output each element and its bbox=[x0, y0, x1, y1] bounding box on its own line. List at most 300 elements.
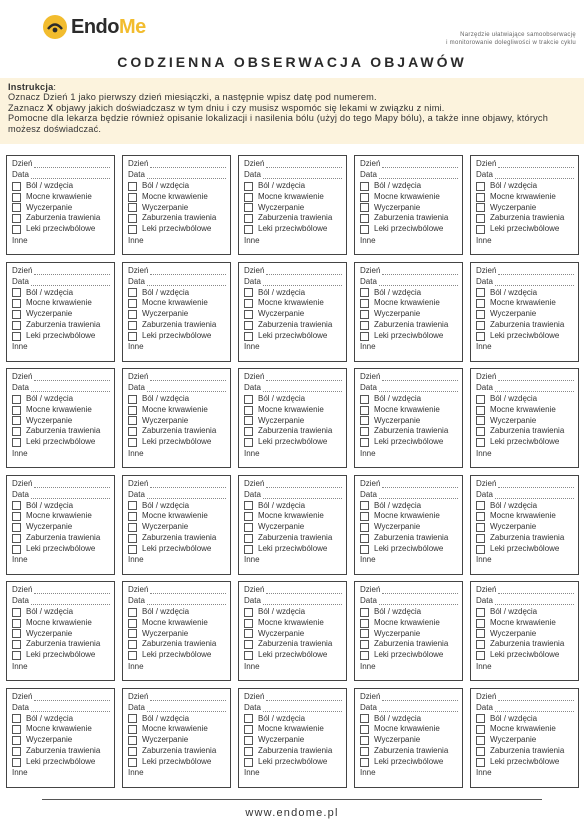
symptom-checkbox[interactable] bbox=[244, 619, 253, 628]
symptom-checkbox[interactable] bbox=[360, 714, 369, 723]
symptom-checkbox[interactable] bbox=[476, 182, 485, 191]
date-field[interactable] bbox=[263, 277, 342, 286]
other-field[interactable] bbox=[30, 556, 110, 564]
other-field[interactable] bbox=[262, 450, 342, 458]
symptom-checkbox[interactable] bbox=[476, 321, 485, 330]
day-label: Dzień bbox=[128, 691, 149, 701]
symptom-label: Mocne krwawienie bbox=[26, 724, 92, 734]
symptom-checkbox[interactable] bbox=[128, 299, 137, 308]
date-field[interactable] bbox=[263, 703, 342, 712]
symptom-checkbox[interactable] bbox=[128, 203, 137, 212]
other-field[interactable] bbox=[146, 556, 226, 564]
symptom-checkbox[interactable] bbox=[244, 214, 253, 223]
other-field[interactable] bbox=[262, 769, 342, 777]
symptom-checkbox[interactable] bbox=[128, 619, 137, 628]
symptom-checkbox[interactable] bbox=[128, 725, 137, 734]
day-row bbox=[476, 585, 574, 596]
symptom-checkbox[interactable] bbox=[360, 406, 369, 415]
day-field[interactable] bbox=[150, 479, 226, 488]
symptom-row bbox=[244, 181, 342, 192]
symptom-checkbox[interactable] bbox=[12, 512, 21, 521]
symptom-checkbox[interactable] bbox=[360, 619, 369, 628]
symptom-checkbox[interactable] bbox=[360, 534, 369, 543]
symptom-checkbox[interactable] bbox=[244, 406, 253, 415]
symptom-checkbox[interactable] bbox=[12, 203, 21, 212]
symptom-checkbox[interactable] bbox=[476, 608, 485, 617]
day-field[interactable] bbox=[266, 479, 342, 488]
symptom-checkbox[interactable] bbox=[476, 427, 485, 436]
symptom-checkbox[interactable] bbox=[128, 523, 137, 532]
symptom-checkbox[interactable] bbox=[12, 747, 21, 756]
symptom-checkbox[interactable] bbox=[360, 725, 369, 734]
day-field[interactable] bbox=[266, 585, 342, 594]
day-field[interactable] bbox=[382, 479, 458, 488]
other-field[interactable] bbox=[146, 343, 226, 351]
other-field[interactable] bbox=[262, 343, 342, 351]
day-field[interactable] bbox=[150, 372, 226, 381]
symptom-checkbox[interactable] bbox=[244, 395, 253, 404]
other-field[interactable] bbox=[30, 237, 110, 245]
symptom-checkbox[interactable] bbox=[12, 523, 21, 532]
symptom-checkbox[interactable] bbox=[360, 608, 369, 617]
other-field[interactable] bbox=[494, 556, 574, 564]
symptom-checkbox[interactable] bbox=[244, 714, 253, 723]
symptom-checkbox[interactable] bbox=[128, 512, 137, 521]
day-card bbox=[6, 368, 115, 468]
symptom-checkbox[interactable] bbox=[12, 416, 21, 425]
symptom-row bbox=[476, 192, 574, 203]
date-field[interactable] bbox=[379, 277, 458, 286]
symptom-checkbox[interactable] bbox=[128, 406, 137, 415]
day-field[interactable] bbox=[382, 372, 458, 381]
day-field[interactable] bbox=[150, 692, 226, 701]
symptom-checkbox[interactable] bbox=[12, 725, 21, 734]
symptom-checkbox[interactable] bbox=[244, 545, 253, 554]
symptom-checkbox[interactable] bbox=[128, 545, 137, 554]
symptom-label: Wyczerpanie bbox=[142, 309, 189, 319]
symptom-checkbox[interactable] bbox=[12, 214, 21, 223]
day-field[interactable] bbox=[266, 692, 342, 701]
symptom-checkbox[interactable] bbox=[244, 512, 253, 521]
date-label: Data bbox=[12, 489, 29, 499]
date-field[interactable] bbox=[495, 277, 574, 286]
day-row bbox=[128, 692, 226, 703]
other-field[interactable] bbox=[146, 450, 226, 458]
symptom-checkbox[interactable] bbox=[12, 332, 21, 341]
date-field[interactable] bbox=[263, 490, 342, 499]
date-field[interactable] bbox=[495, 383, 574, 392]
day-field[interactable] bbox=[34, 692, 110, 701]
symptom-checkbox[interactable] bbox=[360, 501, 369, 510]
symptom-checkbox[interactable] bbox=[476, 640, 485, 649]
symptom-checkbox[interactable] bbox=[244, 182, 253, 191]
date-field[interactable] bbox=[147, 703, 226, 712]
symptom-row bbox=[12, 309, 110, 320]
symptom-checkbox[interactable] bbox=[12, 288, 21, 297]
other-field[interactable] bbox=[146, 769, 226, 777]
day-field[interactable] bbox=[150, 585, 226, 594]
symptom-checkbox[interactable] bbox=[360, 416, 369, 425]
date-field[interactable] bbox=[147, 277, 226, 286]
symptom-checkbox[interactable] bbox=[476, 512, 485, 521]
symptom-checkbox[interactable] bbox=[476, 629, 485, 638]
other-field[interactable] bbox=[378, 343, 458, 351]
symptom-checkbox[interactable] bbox=[244, 608, 253, 617]
symptom-checkbox[interactable] bbox=[128, 321, 137, 330]
symptom-checkbox[interactable] bbox=[360, 299, 369, 308]
symptom-checkbox[interactable] bbox=[128, 629, 137, 638]
date-field[interactable] bbox=[31, 490, 110, 499]
symptom-label: Wyczerpanie bbox=[26, 309, 73, 319]
day-field[interactable] bbox=[150, 159, 226, 168]
symptom-checkbox[interactable] bbox=[12, 640, 21, 649]
symptom-checkbox[interactable] bbox=[12, 501, 21, 510]
symptom-checkbox[interactable] bbox=[476, 299, 485, 308]
day-field[interactable] bbox=[266, 372, 342, 381]
date-field[interactable] bbox=[31, 703, 110, 712]
symptom-checkbox[interactable] bbox=[244, 758, 253, 767]
day-field[interactable] bbox=[382, 266, 458, 275]
symptom-checkbox[interactable] bbox=[244, 534, 253, 543]
day-label: Dzień bbox=[12, 159, 33, 169]
symptom-checkbox[interactable] bbox=[360, 214, 369, 223]
symptom-checkbox[interactable] bbox=[244, 629, 253, 638]
symptom-checkbox[interactable] bbox=[360, 427, 369, 436]
symptom-row bbox=[128, 639, 226, 650]
symptom-label: Leki przeciwbólowe bbox=[142, 330, 212, 340]
symptom-checkbox[interactable] bbox=[244, 203, 253, 212]
symptom-checkbox[interactable] bbox=[244, 736, 253, 745]
symptom-label: Mocne krwawienie bbox=[258, 511, 324, 521]
day-field[interactable] bbox=[498, 692, 574, 701]
symptom-checkbox[interactable] bbox=[360, 225, 369, 234]
symptom-row bbox=[244, 650, 342, 661]
symptom-label: Wyczerpanie bbox=[142, 415, 189, 425]
symptom-checkbox[interactable] bbox=[244, 725, 253, 734]
symptom-checkbox[interactable] bbox=[244, 501, 253, 510]
symptom-checkbox[interactable] bbox=[128, 427, 137, 436]
symptom-row bbox=[244, 309, 342, 320]
symptom-label: Zaburzenia trawienia bbox=[26, 745, 101, 755]
symptom-checkbox[interactable] bbox=[12, 438, 21, 447]
day-field[interactable] bbox=[266, 266, 342, 275]
day-label: Dzień bbox=[476, 372, 497, 382]
symptom-checkbox[interactable] bbox=[12, 651, 21, 660]
symptom-checkbox[interactable] bbox=[476, 651, 485, 660]
symptom-checkbox[interactable] bbox=[476, 736, 485, 745]
symptom-label: Leki przeciwbólowe bbox=[490, 650, 560, 660]
other-field[interactable] bbox=[378, 663, 458, 671]
day-label: Dzień bbox=[476, 478, 497, 488]
symptom-checkbox[interactable] bbox=[476, 534, 485, 543]
symptom-label: Leki przeciwbólowe bbox=[258, 650, 328, 660]
symptom-checkbox[interactable] bbox=[476, 545, 485, 554]
symptom-checkbox[interactable] bbox=[244, 523, 253, 532]
symptom-checkbox[interactable] bbox=[476, 288, 485, 297]
symptom-checkbox[interactable] bbox=[476, 193, 485, 202]
symptom-checkbox[interactable] bbox=[360, 523, 369, 532]
day-card bbox=[470, 368, 579, 468]
symptom-row bbox=[244, 298, 342, 309]
symptom-label: Ból / wzdęcia bbox=[490, 607, 538, 617]
symptom-row bbox=[128, 714, 226, 725]
symptom-checkbox[interactable] bbox=[476, 395, 485, 404]
other-field[interactable] bbox=[378, 556, 458, 564]
other-label: Inne bbox=[12, 342, 28, 352]
symptom-checkbox[interactable] bbox=[128, 182, 137, 191]
other-label: Inne bbox=[128, 235, 144, 245]
symptom-label: Ból / wzdęcia bbox=[258, 713, 306, 723]
day-field[interactable] bbox=[34, 585, 110, 594]
day-field[interactable] bbox=[382, 585, 458, 594]
date-field[interactable] bbox=[263, 170, 342, 179]
symptom-label: Zaburzenia trawienia bbox=[26, 639, 101, 649]
symptom-checkbox[interactable] bbox=[360, 736, 369, 745]
other-label: Inne bbox=[12, 661, 28, 671]
date-field[interactable] bbox=[147, 596, 226, 605]
symptom-checkbox[interactable] bbox=[360, 640, 369, 649]
day-field[interactable] bbox=[34, 479, 110, 488]
symptom-row bbox=[12, 405, 110, 416]
symptom-checkbox[interactable] bbox=[244, 225, 253, 234]
symptom-checkbox[interactable] bbox=[12, 545, 21, 554]
symptom-label: Mocne krwawienie bbox=[142, 191, 208, 201]
symptom-checkbox[interactable] bbox=[360, 629, 369, 638]
date-field[interactable] bbox=[147, 170, 226, 179]
footer-url[interactable]: www.endome.pl bbox=[245, 807, 339, 819]
symptom-label: Wyczerpanie bbox=[490, 628, 537, 638]
symptom-row bbox=[360, 416, 458, 427]
symptom-checkbox[interactable] bbox=[12, 406, 21, 415]
symptom-label: Ból / wzdęcia bbox=[258, 181, 306, 191]
symptom-checkbox[interactable] bbox=[128, 640, 137, 649]
symptom-checkbox[interactable] bbox=[476, 747, 485, 756]
other-field[interactable] bbox=[494, 237, 574, 245]
date-field[interactable] bbox=[31, 170, 110, 179]
date-field[interactable] bbox=[147, 383, 226, 392]
symptom-label: Leki przeciwbólowe bbox=[258, 224, 328, 234]
other-row bbox=[244, 236, 342, 247]
symptom-checkbox[interactable] bbox=[360, 758, 369, 767]
date-field[interactable] bbox=[31, 277, 110, 286]
symptom-checkbox[interactable] bbox=[128, 608, 137, 617]
other-label: Inne bbox=[360, 235, 376, 245]
date-label: Data bbox=[476, 170, 493, 180]
symptom-label: Mocne krwawienie bbox=[26, 617, 92, 627]
symptom-row bbox=[360, 181, 458, 192]
symptom-checkbox[interactable] bbox=[128, 438, 137, 447]
other-field[interactable] bbox=[494, 769, 574, 777]
other-field[interactable] bbox=[262, 556, 342, 564]
day-field[interactable] bbox=[498, 266, 574, 275]
instructions-line2-mark: X bbox=[46, 102, 54, 113]
date-field[interactable] bbox=[379, 383, 458, 392]
date-field[interactable] bbox=[495, 170, 574, 179]
other-field[interactable] bbox=[378, 769, 458, 777]
symptom-checkbox[interactable] bbox=[244, 288, 253, 297]
date-field[interactable] bbox=[379, 170, 458, 179]
day-field[interactable] bbox=[34, 159, 110, 168]
symptom-checkbox[interactable] bbox=[360, 182, 369, 191]
other-field[interactable] bbox=[146, 237, 226, 245]
symptom-checkbox[interactable] bbox=[128, 310, 137, 319]
symptom-checkbox[interactable] bbox=[244, 310, 253, 319]
symptom-checkbox[interactable] bbox=[12, 736, 21, 745]
symptom-checkbox[interactable] bbox=[360, 395, 369, 404]
symptom-checkbox[interactable] bbox=[244, 416, 253, 425]
symptom-row bbox=[476, 757, 574, 768]
symptom-checkbox[interactable] bbox=[360, 332, 369, 341]
other-field[interactable] bbox=[30, 769, 110, 777]
symptom-row bbox=[360, 426, 458, 437]
symptom-checkbox[interactable] bbox=[128, 714, 137, 723]
symptom-checkbox[interactable] bbox=[12, 714, 21, 723]
symptom-label: Ból / wzdęcia bbox=[490, 394, 538, 404]
symptom-checkbox[interactable] bbox=[128, 758, 137, 767]
symptom-checkbox[interactable] bbox=[476, 758, 485, 767]
day-field[interactable] bbox=[34, 266, 110, 275]
other-field[interactable] bbox=[262, 237, 342, 245]
symptom-checkbox[interactable] bbox=[12, 427, 21, 436]
symptom-row bbox=[12, 724, 110, 735]
symptom-label: Zaburzenia trawienia bbox=[142, 745, 217, 755]
date-field[interactable] bbox=[379, 703, 458, 712]
symptom-checkbox[interactable] bbox=[244, 299, 253, 308]
symptom-checkbox[interactable] bbox=[360, 310, 369, 319]
symptom-checkbox[interactable] bbox=[476, 225, 485, 234]
symptom-checkbox[interactable] bbox=[128, 651, 137, 660]
date-field[interactable] bbox=[263, 383, 342, 392]
date-field[interactable] bbox=[379, 490, 458, 499]
day-field[interactable] bbox=[498, 159, 574, 168]
day-field[interactable] bbox=[150, 266, 226, 275]
other-field[interactable] bbox=[146, 663, 226, 671]
date-field[interactable] bbox=[31, 596, 110, 605]
symptom-row bbox=[128, 181, 226, 192]
symptom-checkbox[interactable] bbox=[12, 534, 21, 543]
symptom-checkbox[interactable] bbox=[360, 438, 369, 447]
symptom-checkbox[interactable] bbox=[476, 501, 485, 510]
symptom-checkbox[interactable] bbox=[12, 608, 21, 617]
symptom-checkbox[interactable] bbox=[476, 438, 485, 447]
date-field[interactable] bbox=[379, 596, 458, 605]
symptom-checkbox[interactable] bbox=[476, 725, 485, 734]
symptom-checkbox[interactable] bbox=[476, 310, 485, 319]
symptom-row bbox=[360, 394, 458, 405]
day-field[interactable] bbox=[498, 372, 574, 381]
date-field[interactable] bbox=[495, 490, 574, 499]
date-field[interactable] bbox=[495, 703, 574, 712]
other-field[interactable] bbox=[494, 663, 574, 671]
symptom-checkbox[interactable] bbox=[244, 321, 253, 330]
other-field[interactable] bbox=[378, 450, 458, 458]
day-field[interactable] bbox=[34, 372, 110, 381]
symptom-checkbox[interactable] bbox=[244, 438, 253, 447]
symptom-checkbox[interactable] bbox=[360, 288, 369, 297]
symptom-checkbox[interactable] bbox=[476, 523, 485, 532]
symptom-checkbox[interactable] bbox=[476, 416, 485, 425]
symptom-checkbox[interactable] bbox=[244, 332, 253, 341]
symptom-checkbox[interactable] bbox=[128, 736, 137, 745]
day-field[interactable] bbox=[382, 159, 458, 168]
day-field[interactable] bbox=[498, 585, 574, 594]
date-field[interactable] bbox=[31, 383, 110, 392]
symptom-checkbox[interactable] bbox=[128, 214, 137, 223]
symptom-checkbox[interactable] bbox=[12, 225, 21, 234]
day-field[interactable] bbox=[382, 692, 458, 701]
symptom-checkbox[interactable] bbox=[244, 193, 253, 202]
other-field[interactable] bbox=[30, 450, 110, 458]
symptom-checkbox[interactable] bbox=[12, 321, 21, 330]
symptom-checkbox[interactable] bbox=[128, 332, 137, 341]
symptom-checkbox[interactable] bbox=[128, 225, 137, 234]
symptom-checkbox[interactable] bbox=[244, 640, 253, 649]
symptom-checkbox[interactable] bbox=[12, 619, 21, 628]
symptom-checkbox[interactable] bbox=[12, 758, 21, 767]
date-field[interactable] bbox=[147, 490, 226, 499]
symptom-checkbox[interactable] bbox=[476, 214, 485, 223]
symptom-checkbox[interactable] bbox=[476, 406, 485, 415]
symptom-checkbox[interactable] bbox=[128, 416, 137, 425]
symptom-label: Wyczerpanie bbox=[490, 415, 537, 425]
day-field[interactable] bbox=[266, 159, 342, 168]
symptom-checkbox[interactable] bbox=[128, 534, 137, 543]
symptom-checkbox[interactable] bbox=[360, 651, 369, 660]
symptom-checkbox[interactable] bbox=[12, 182, 21, 191]
symptom-checkbox[interactable] bbox=[12, 299, 21, 308]
symptom-row bbox=[12, 650, 110, 661]
date-field[interactable] bbox=[495, 596, 574, 605]
other-field[interactable] bbox=[378, 237, 458, 245]
symptom-checkbox[interactable] bbox=[128, 501, 137, 510]
symptom-checkbox[interactable] bbox=[244, 747, 253, 756]
symptom-checkbox[interactable] bbox=[360, 193, 369, 202]
symptom-row bbox=[476, 181, 574, 192]
symptom-checkbox[interactable] bbox=[360, 512, 369, 521]
other-field[interactable] bbox=[494, 343, 574, 351]
symptom-checkbox[interactable] bbox=[476, 619, 485, 628]
symptom-checkbox[interactable] bbox=[12, 629, 21, 638]
symptom-checkbox[interactable] bbox=[128, 288, 137, 297]
other-label: Inne bbox=[12, 235, 28, 245]
symptom-checkbox[interactable] bbox=[476, 714, 485, 723]
symptom-label: Zaburzenia trawienia bbox=[490, 639, 565, 649]
symptom-checkbox[interactable] bbox=[476, 332, 485, 341]
other-field[interactable] bbox=[262, 663, 342, 671]
symptom-checkbox[interactable] bbox=[360, 321, 369, 330]
other-field[interactable] bbox=[30, 663, 110, 671]
symptom-checkbox[interactable] bbox=[360, 545, 369, 554]
date-row bbox=[360, 703, 458, 714]
symptom-checkbox[interactable] bbox=[476, 203, 485, 212]
day-card bbox=[238, 262, 347, 362]
day-field[interactable] bbox=[498, 479, 574, 488]
symptom-checkbox[interactable] bbox=[128, 747, 137, 756]
symptom-checkbox[interactable] bbox=[12, 310, 21, 319]
symptom-checkbox[interactable] bbox=[244, 427, 253, 436]
symptom-checkbox[interactable] bbox=[360, 203, 369, 212]
symptom-checkbox[interactable] bbox=[12, 193, 21, 202]
other-field[interactable] bbox=[30, 343, 110, 351]
symptom-checkbox[interactable] bbox=[128, 193, 137, 202]
symptom-checkbox[interactable] bbox=[12, 395, 21, 404]
date-field[interactable] bbox=[263, 596, 342, 605]
date-row bbox=[476, 277, 574, 288]
symptom-checkbox[interactable] bbox=[244, 651, 253, 660]
other-field[interactable] bbox=[494, 450, 574, 458]
symptom-checkbox[interactable] bbox=[360, 747, 369, 756]
symptom-checkbox[interactable] bbox=[128, 395, 137, 404]
